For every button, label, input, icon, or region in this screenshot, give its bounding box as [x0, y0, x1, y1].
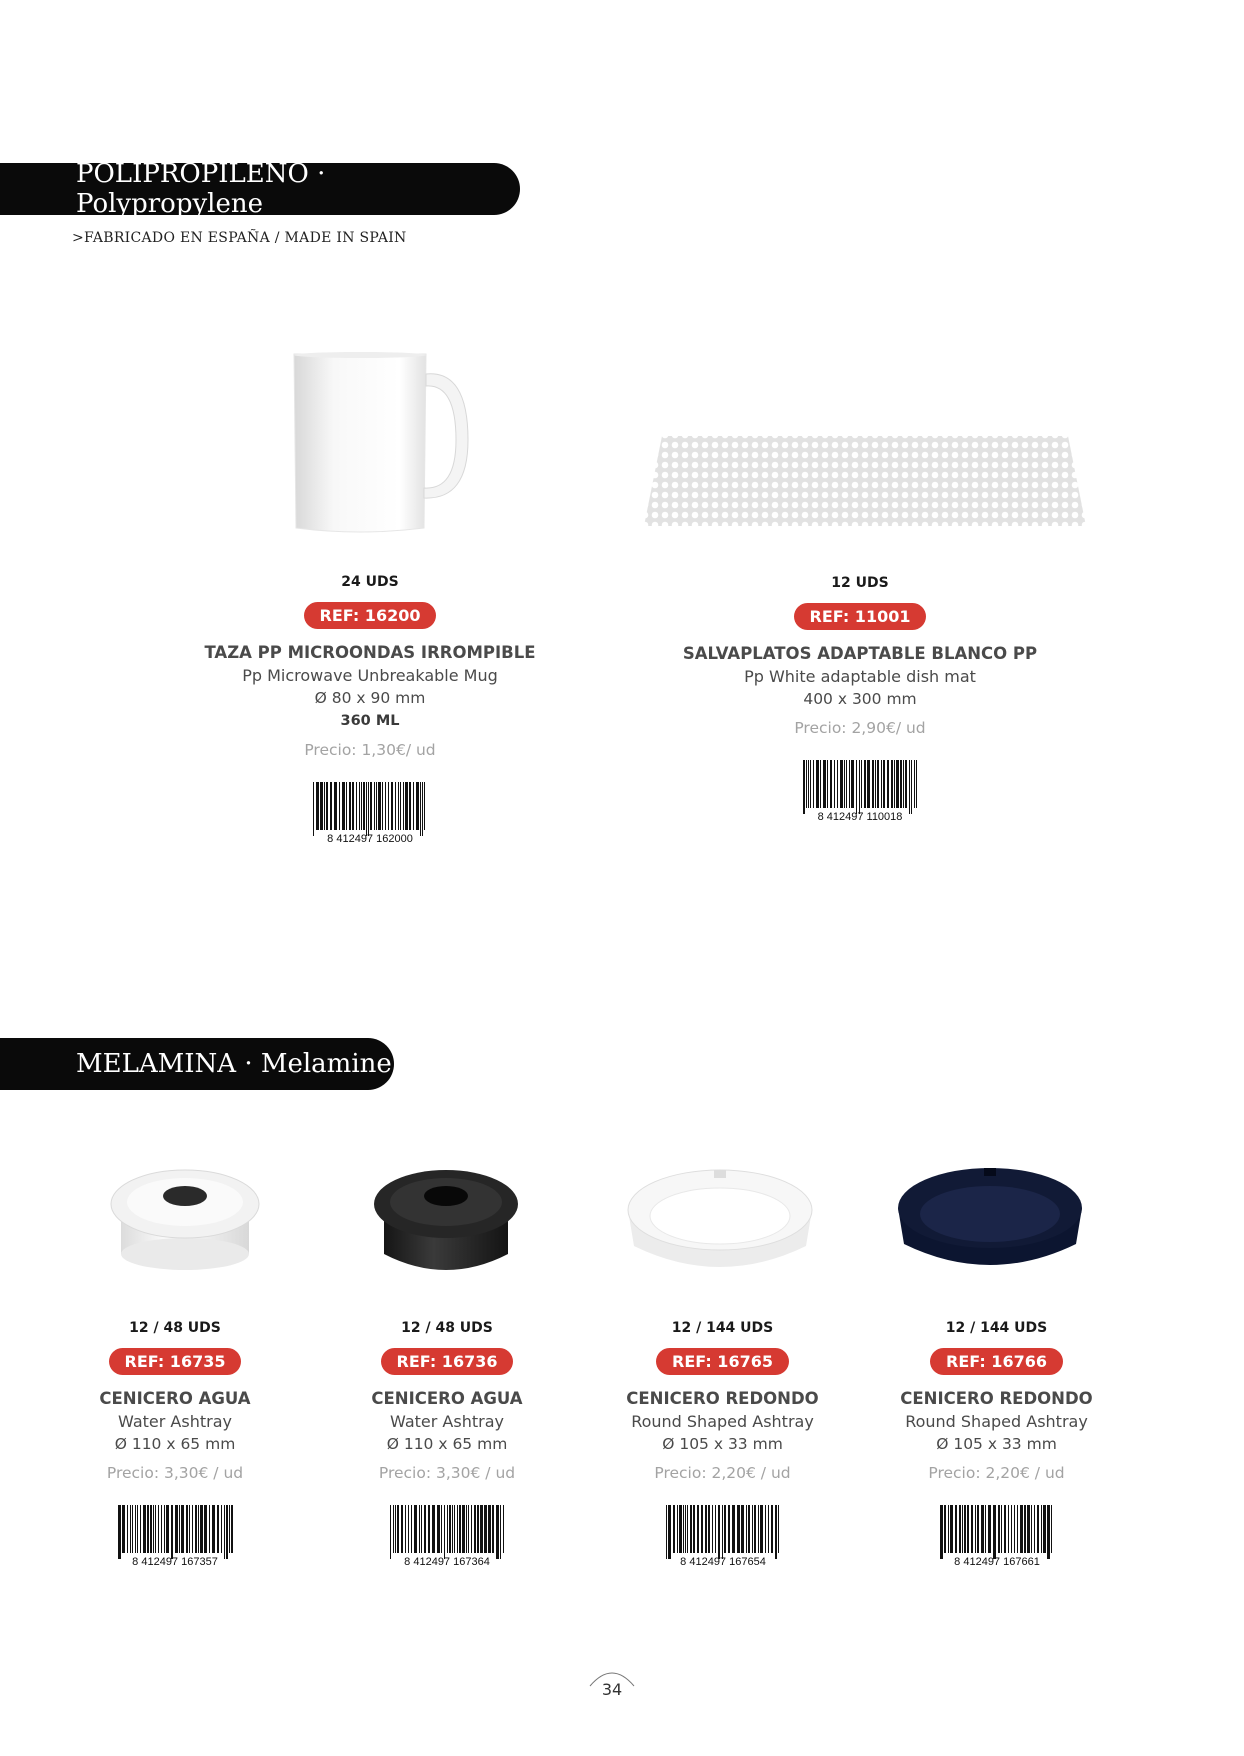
barcode-number: 8 412497 167661: [953, 1556, 1040, 1567]
units-per-box: 12 / 144 UDS: [945, 1320, 1048, 1336]
barcode-bar: [746, 1505, 747, 1553]
barcode-bar: [411, 1505, 412, 1553]
barcode-bar: [834, 760, 835, 808]
barcode-bar: [1017, 1505, 1018, 1553]
barcode-bar: [339, 782, 340, 830]
barcode-bar: [496, 1505, 499, 1559]
barcode-bar: [449, 1505, 451, 1553]
mug-image: [290, 350, 480, 540]
product-name: CENICERO AGUA: [371, 1389, 523, 1408]
barcode-bar: [400, 782, 401, 830]
barcode-bar: [374, 782, 375, 830]
water-ashtray-black-image: [366, 1160, 526, 1290]
barcode-bar: [803, 760, 805, 814]
barcode-bar: [813, 760, 814, 808]
barcode-bar: [887, 760, 889, 808]
barcode-bar: [175, 1505, 178, 1553]
ref-badge: REF: 16200: [304, 602, 437, 629]
barcode-bar: [971, 1505, 973, 1553]
product-price: Precio: 1,30€/ ud: [304, 741, 436, 759]
barcode-bar: [737, 1505, 740, 1553]
barcode-bar: [712, 1505, 713, 1553]
barcode-bar: [405, 782, 408, 830]
product-price: Precio: 2,20€ / ud: [654, 1464, 791, 1482]
barcode-bar: [975, 1505, 976, 1553]
barcode-bar: [378, 782, 381, 830]
product-description: Water Ashtray: [390, 1412, 504, 1431]
barcode-bar: [326, 782, 328, 830]
product-card-16200: [190, 574, 550, 844]
barcode-bar: [993, 1505, 996, 1559]
barcode-bar: [420, 782, 421, 836]
page-number: 34: [601, 1680, 623, 1699]
barcode-bar: [424, 1505, 426, 1553]
product-card-16735: [55, 1320, 295, 1567]
product-description: Pp Microwave Unbreakable Mug: [242, 666, 498, 685]
barcode-bar: [944, 1505, 946, 1553]
barcode-bar: [189, 1505, 190, 1553]
barcode-bar: [693, 1505, 695, 1553]
barcode-bar: [209, 1505, 210, 1553]
round-ashtray-white-image: [620, 1160, 820, 1290]
barcode-bar: [1037, 1505, 1039, 1553]
barcode-bar: [150, 1505, 152, 1553]
barcode-bar: [382, 782, 383, 830]
barcode-bar: [872, 760, 874, 808]
barcode-bar: [459, 1505, 461, 1553]
product-description: Round Shaped Ashtray: [905, 1412, 1088, 1431]
barcode-bar: [140, 1505, 141, 1553]
barcode-bar: [718, 1505, 720, 1559]
barcode-number: 8 412497 167654: [679, 1556, 766, 1567]
barcode-bar: [905, 760, 907, 808]
ref-badge: REF: 11001: [794, 603, 927, 630]
water-ashtray-white-image: [105, 1160, 265, 1290]
barcode-bar: [673, 1505, 675, 1553]
barcode-bar: [342, 782, 345, 830]
product-card-16736: [327, 1320, 567, 1567]
barcode-bar: [741, 1505, 744, 1553]
barcode-bar: [998, 1505, 1000, 1553]
product-price: Precio: 3,30€ / ud: [378, 1464, 516, 1482]
barcode-bar: [488, 1505, 491, 1553]
barcode-bar: [452, 1505, 453, 1553]
barcode-bar: [823, 760, 826, 808]
barcode-bar: [166, 1505, 169, 1553]
barcode-bar: [361, 782, 362, 830]
barcode-bar: [316, 782, 319, 830]
barcode-bar: [827, 760, 828, 808]
barcode-bar: [964, 1505, 966, 1553]
barcode-bar: [385, 782, 386, 830]
barcode-bar: [471, 1505, 472, 1553]
barcode-bar: [1008, 1505, 1009, 1553]
barcode-bar: [468, 1505, 469, 1553]
barcode-bar: [1051, 1505, 1052, 1553]
product-description: Pp White adaptable dish mat: [744, 667, 976, 686]
barcode-bar: [687, 1505, 688, 1553]
barcode-bar: [748, 1505, 750, 1553]
barcode-bar: [474, 1505, 476, 1553]
barcode-bar: [697, 1505, 699, 1553]
barcode-bar: [856, 760, 857, 814]
units-per-box: 12 / 48 UDS: [401, 1320, 493, 1336]
barcode-bar: [395, 1505, 396, 1553]
barcode-bar: [775, 1505, 777, 1559]
barcode-bar: [1047, 1505, 1050, 1559]
barcode-bar: [313, 782, 314, 836]
barcode-bar: [405, 1505, 406, 1553]
barcode-bar: [844, 760, 845, 808]
barcode-bar: [477, 1505, 479, 1553]
product-dimensions: Ø 110 x 65 mm: [386, 1435, 508, 1453]
barcode-bar: [231, 1505, 233, 1553]
barcode-bar: [1011, 1505, 1012, 1553]
barcode-bar: [422, 782, 423, 836]
barcode-bar: [127, 1505, 128, 1553]
barcode-bar: [728, 1505, 730, 1553]
ref-badge: REF: 16766: [930, 1348, 1063, 1375]
barcode-bar: [393, 1505, 394, 1553]
barcode-bar: [334, 782, 337, 830]
barcode-bar: [419, 1505, 420, 1553]
barcode-bar: [484, 1505, 487, 1553]
barcode-bar: [320, 782, 323, 830]
barcode-bar: [500, 1505, 501, 1559]
barcode-bar: [403, 782, 404, 830]
barcode-bar: [955, 1505, 957, 1553]
barcode-bar: [171, 1505, 173, 1559]
barcode-bar: [959, 1505, 961, 1553]
barcode-bar: [454, 1505, 455, 1553]
product-name: CENICERO AGUA: [99, 1389, 251, 1408]
barcode-bar: [849, 760, 850, 808]
product-price: Precio: 3,30€ / ud: [106, 1464, 244, 1482]
product-price: Precio: 2,20€ / ud: [928, 1464, 1065, 1482]
ref-badge: REF: 16735: [109, 1348, 242, 1375]
barcode-bar: [137, 1505, 138, 1553]
barcode-bar: [765, 1505, 766, 1553]
product-description: Round Shaped Ashtray: [631, 1412, 814, 1431]
barcode-bar: [900, 760, 902, 808]
barcode-bar: [851, 760, 854, 808]
barcode-bar: [894, 760, 895, 808]
barcode: [793, 760, 927, 822]
barcode-bar: [437, 1505, 440, 1553]
barcode-bar: [883, 760, 885, 808]
barcode-bar: [204, 1505, 207, 1553]
units-per-box: 12 / 144 UDS: [671, 1320, 774, 1336]
barcode-number: 8 412497 162000: [327, 833, 413, 844]
barcode-bar: [864, 760, 866, 808]
barcode-bar: [198, 1505, 199, 1553]
barcode-bar: [421, 1505, 422, 1553]
barcode-bar: [155, 1505, 156, 1553]
barcode-bar: [416, 782, 419, 830]
barcode-bar: [806, 760, 807, 808]
barcode-bar: [891, 760, 893, 808]
barcode-bar: [830, 760, 832, 808]
barcode-bar: [881, 760, 882, 808]
barcode-bar: [130, 1505, 131, 1553]
section-title: POLIPROPILENO · Polypropylene: [76, 159, 326, 219]
made-in-spain-text: FABRICADO EN ESPAÑA / MADE IN SPAIN: [84, 230, 407, 246]
barcode-bar: [708, 1505, 710, 1553]
barcode-bar: [916, 760, 917, 808]
barcode-bar: [181, 1505, 184, 1553]
barcode: [380, 1505, 514, 1567]
barcode-bar: [690, 1505, 692, 1553]
barcode-bar: [398, 782, 399, 830]
barcode-bar: [414, 1505, 417, 1553]
barcode-bar: [462, 1505, 465, 1553]
barcode-bar: [153, 1505, 154, 1553]
barcode-bar: [408, 1505, 409, 1553]
barcode-bar: [179, 1505, 180, 1553]
barcode-bar: [760, 1505, 763, 1553]
barcode-bar: [370, 782, 372, 830]
barcode: [656, 1505, 790, 1567]
barcode-bar: [432, 1505, 435, 1553]
barcode-bar: [349, 782, 351, 830]
barcode-bar: [388, 782, 389, 830]
ref-badge: REF: 16736: [381, 1348, 514, 1375]
barcode-bar: [330, 782, 332, 830]
product-card-16766: [874, 1320, 1119, 1567]
barcode-bar: [666, 1505, 667, 1559]
barcode-bar: [229, 1505, 230, 1553]
product-dimensions: Ø 105 x 33 mm: [936, 1435, 1057, 1453]
barcode-bar: [668, 1505, 671, 1559]
section-banner-polypropylene: [0, 159, 520, 219]
barcode-bar: [867, 760, 870, 808]
barcode-bar: [752, 1505, 753, 1553]
barcode-bar: [356, 782, 357, 830]
section-title: MELAMINA · Melamine: [76, 1049, 392, 1079]
barcode-bar: [877, 760, 879, 808]
barcode-bar: [771, 1505, 773, 1553]
barcode-bar: [1027, 1505, 1030, 1553]
ref-badge: REF: 16765: [656, 1348, 789, 1375]
barcode-bar: [226, 1505, 228, 1559]
barcode-bar: [981, 1505, 984, 1553]
barcode-bar: [224, 1505, 225, 1559]
barcode-number: 8 412497 110018: [817, 811, 903, 822]
barcode-bar: [846, 760, 847, 808]
barcode-bar: [217, 1505, 219, 1553]
units-per-box: 24 UDS: [341, 574, 399, 590]
product-name: CENICERO REDONDO: [626, 1389, 819, 1408]
barcode-bar: [376, 782, 377, 830]
barcode-bar: [457, 1505, 458, 1553]
dish-mat-image: [640, 430, 1090, 530]
barcode-bar: [143, 1505, 146, 1553]
barcode-bar: [722, 1505, 723, 1559]
barcode-bar: [397, 1505, 399, 1553]
barcode-bar: [118, 1505, 121, 1559]
barcode-bar: [732, 1505, 735, 1553]
barcode-bar: [715, 1505, 716, 1553]
barcode-bar: [492, 1505, 494, 1553]
barcode-bar: [192, 1505, 193, 1553]
barcode: [108, 1505, 242, 1567]
barcode-bar: [967, 1505, 969, 1553]
barcode-bar: [135, 1505, 136, 1553]
barcode-bar: [977, 1505, 979, 1553]
barcode-bar: [401, 1505, 403, 1553]
barcode-bar: [962, 1505, 963, 1553]
barcode-bar: [447, 1505, 448, 1553]
product-description: Water Ashtray: [118, 1412, 232, 1431]
section-banner-melamine: [0, 1038, 394, 1090]
units-per-box: 12 / 48 UDS: [129, 1320, 221, 1336]
units-per-box: 12 UDS: [831, 575, 889, 591]
barcode-bar: [122, 1505, 125, 1553]
barcode-bar: [683, 1505, 684, 1553]
barcode-bar: [677, 1505, 678, 1553]
barcode-bar: [409, 782, 411, 830]
barcode-bar: [390, 1505, 391, 1559]
barcode-bar: [1031, 1505, 1032, 1553]
product-card-16765: [600, 1320, 845, 1567]
product-name: CENICERO REDONDO: [900, 1389, 1093, 1408]
barcode: [930, 1505, 1064, 1567]
barcode-bar: [837, 760, 838, 808]
product-dimensions: Ø 80 x 90 mm: [314, 689, 426, 707]
barcode-bar: [988, 1505, 991, 1553]
barcode-number: 8 412497 167357: [132, 1556, 218, 1567]
barcode-bar: [1043, 1505, 1046, 1553]
barcode-bar: [466, 1505, 467, 1553]
barcode-bar: [903, 760, 904, 808]
barcode-bar: [200, 1505, 203, 1553]
barcode-bar: [911, 760, 912, 814]
barcode-bar: [758, 1505, 759, 1553]
barcode-bar: [363, 782, 365, 830]
barcode-bar: [366, 782, 367, 836]
barcode-bar: [948, 1505, 949, 1553]
barcode-bar: [808, 760, 809, 808]
barcode-bar: [391, 782, 393, 830]
barcode-bar: [428, 1505, 430, 1553]
barcode-bar: [346, 782, 347, 830]
barcode-bar: [859, 760, 860, 814]
barcode-bar: [413, 782, 414, 830]
product-dimensions: Ø 105 x 33 mm: [662, 1435, 783, 1453]
barcode-bar: [221, 1505, 222, 1553]
barcode-bar: [480, 1505, 483, 1553]
barcode-bar: [896, 760, 899, 808]
barcode-bar: [1004, 1505, 1006, 1553]
product-dimensions: Ø 110 x 65 mm: [114, 1435, 236, 1453]
barcode-bar: [914, 760, 915, 808]
barcode-bar: [1001, 1505, 1002, 1553]
barcode-bar: [940, 1505, 943, 1559]
barcode-bar: [503, 1505, 504, 1553]
barcode-bar: [705, 1505, 707, 1553]
barcode-bar: [810, 760, 811, 808]
barcode-bar: [186, 1505, 188, 1553]
barcode-bar: [985, 1505, 986, 1553]
barcode-bar: [395, 782, 396, 830]
barcode-bar: [909, 760, 910, 814]
barcode-bar: [768, 1505, 769, 1553]
product-price: Precio: 2,90€/ ud: [794, 719, 926, 737]
barcode-bar: [1020, 1505, 1023, 1553]
barcode-bar: [820, 760, 821, 808]
barcode-bar: [875, 760, 876, 808]
barcode-bar: [195, 1505, 197, 1553]
barcode-bar: [441, 1505, 442, 1553]
barcode-bar: [816, 760, 819, 808]
barcode-bar: [132, 1505, 133, 1553]
barcode-bar: [1024, 1505, 1026, 1553]
barcode-bar: [444, 1505, 445, 1559]
round-ashtray-black-image: [890, 1158, 1090, 1288]
barcode-bar: [861, 760, 862, 808]
barcode-bar: [424, 782, 425, 830]
barcode-bar: [840, 760, 843, 808]
barcode-bar: [701, 1505, 703, 1553]
barcode-bar: [950, 1505, 953, 1553]
barcode-bar: [754, 1505, 756, 1553]
barcode-bar: [352, 782, 354, 830]
barcode-bar: [1034, 1505, 1035, 1553]
made-in-spain-note: [72, 230, 407, 246]
barcode-number: 8 412497 167364: [404, 1556, 490, 1567]
chevron-right-icon: >: [72, 230, 85, 246]
barcode-bar: [158, 1505, 159, 1553]
barcode-bar: [147, 1505, 149, 1553]
barcode-bar: [359, 782, 360, 830]
barcode-bar: [1041, 1505, 1042, 1553]
barcode-bar: [724, 1505, 726, 1553]
barcode-bar: [679, 1505, 682, 1553]
barcode-bar: [368, 782, 369, 836]
barcode-bar: [685, 1505, 686, 1553]
barcode-bar: [778, 1505, 779, 1553]
barcode-bar: [164, 1505, 165, 1553]
product-capacity: 360 ML: [340, 713, 400, 729]
product-card-11001: [680, 575, 1040, 822]
barcode-bar: [1014, 1505, 1015, 1553]
barcode: [303, 782, 437, 844]
barcode-bar: [161, 1505, 162, 1553]
barcode-bar: [212, 1505, 215, 1553]
barcode-bar: [324, 782, 325, 830]
product-name: SALVAPLATOS ADAPTABLE BLANCO PP: [682, 644, 1038, 663]
product-dimensions: 400 x 300 mm: [803, 690, 917, 708]
product-name: TAZA PP MICROONDAS IRROMPIBLE: [204, 643, 536, 662]
